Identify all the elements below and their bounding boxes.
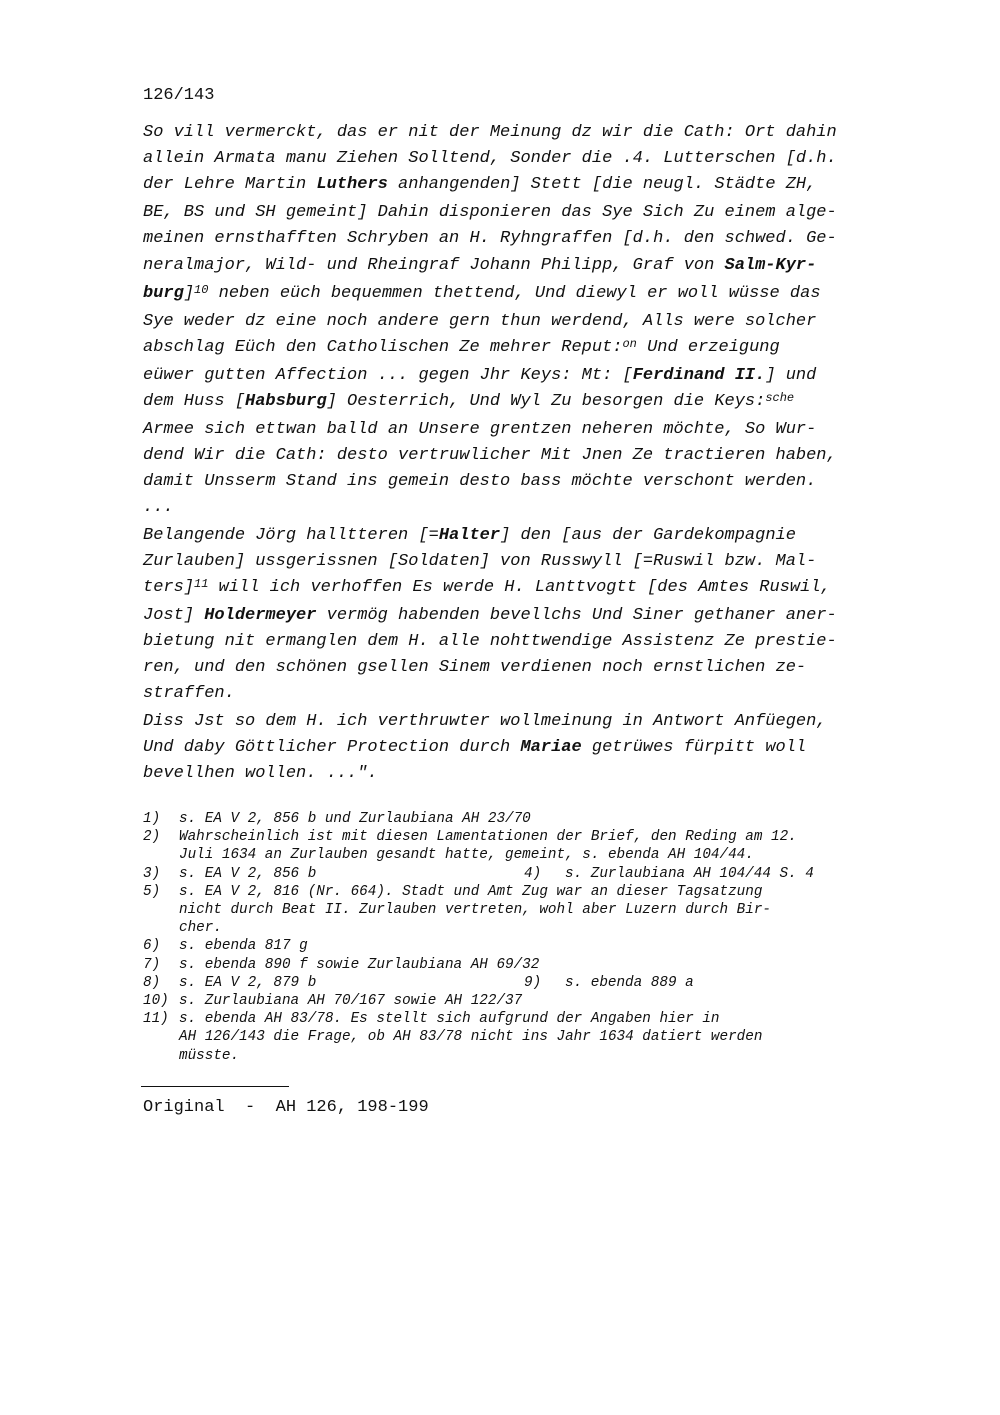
text-run: So vill vermerckt, das er nit der Meinung dz wir die Cath: Ort dahin (143, 123, 837, 142)
body-line (143, 283, 821, 305)
superscript: on (622, 337, 637, 351)
footnote-line (143, 883, 923, 901)
bold-name: Ferdinand II. (632, 366, 766, 385)
footnote-number: 1) (143, 811, 161, 827)
text-run: Armee sich ettwan balld an Unsere grentzen neheren möchte, So Wur- (143, 420, 817, 439)
footnote-number: 9) (524, 974, 542, 991)
body-line (143, 683, 235, 705)
text-run: dem Huss [ (143, 392, 246, 411)
text-run: straffen. (143, 684, 235, 703)
text-run: bietung nit ermanglen dem H. alle nohttwendige Assistenz Ze prestie- (143, 632, 837, 651)
footnote-line (143, 1010, 923, 1028)
text-run: Sye weder dz eine noch andere gern thun werdend, Alls were solcher (143, 312, 817, 331)
text-run: vermög habenden bevellchs Und Siner gethaner aner- (316, 606, 837, 625)
bold-name: Luthers (316, 175, 388, 194)
footnote-text: AH 126/143 die Frage, ob AH 83/78 nicht ins Jahr 1634 datiert werden (179, 1029, 763, 1046)
bold-name: Salm-Kyr- (724, 256, 817, 275)
text-run: ] Oesterrich, Und Wyl Zu besorgen die Keys: (326, 392, 766, 411)
bold-name: Mariae (520, 738, 582, 757)
body-line (143, 525, 796, 547)
body-line (143, 497, 174, 519)
text-run: ren, und den schönen gsellen Sinem verdienen noch ernstlichen ze- (143, 658, 807, 677)
footnote-text: s. ebenda 889 a (565, 974, 694, 991)
footnote-line (143, 919, 923, 937)
body-line (143, 122, 837, 144)
footnote-text: nicht durch Beat II. Zurlauben vertreten, wohl aber Luzern durch Bir- (179, 902, 771, 918)
body-line (143, 255, 816, 277)
text-run: anhangenden] Stett [die neugl. Städte ZH, (387, 175, 817, 194)
footnote-text: s. ebenda 890 f sowie Zurlaubiana AH 69/32 (179, 956, 540, 973)
body-line (143, 391, 794, 413)
body-line (143, 711, 827, 733)
text-run: ] und (765, 366, 817, 385)
body-line (143, 737, 806, 759)
text-run: ] (183, 284, 195, 303)
text-run: will ich verhoffen Es werde H. Lanttvogtt [des Amtes Ruswil, (208, 578, 831, 597)
body-line (143, 551, 816, 573)
body-line (143, 311, 816, 333)
superscript: 11 (194, 577, 209, 591)
superscript: sche (765, 391, 795, 405)
footnote-text: s. EA V 2, 856 b (179, 865, 317, 882)
footnote-number: 6) (143, 938, 161, 955)
footnote-number: 2) (143, 829, 161, 846)
bold-name: Holdermeyer (204, 606, 317, 625)
footnote-text: s. Zurlaubiana AH 104/44 S. 4 (565, 865, 814, 882)
footnote-line (143, 1047, 923, 1065)
text-run: BE, BS und SH gemeint] Dahin disponieren das Sye Sich Zu einem alge- (143, 203, 837, 222)
footnote-number: 4) (524, 865, 542, 882)
body-line (143, 577, 831, 599)
footnote-line (143, 956, 923, 974)
text-run: dend Wir die Cath: desto vertruwlicher Mit Jnen Ze tractieren haben, (143, 446, 837, 465)
footnote-text: s. Zurlaubiana AH 70/167 sowie AH 122/37 (179, 993, 523, 1009)
text-run: Und erzeigung (636, 338, 780, 357)
text-run: ] den [aus der Gardekompagnie (500, 526, 796, 545)
body-line (143, 631, 837, 653)
body-line (143, 202, 837, 224)
text-run: getrüwes fürpitt woll (581, 738, 807, 757)
footnote-line (143, 937, 923, 955)
footnote-line (143, 828, 923, 846)
footnote-number: 8) (143, 974, 161, 991)
bold-name: burg (143, 284, 184, 303)
footnote-text: s. EA V 2, 856 b und Zurlaubiana AH 23/70 (179, 811, 531, 827)
text-run: der Lehre Martin (143, 175, 317, 194)
body-line (143, 365, 816, 387)
body-line (143, 471, 816, 493)
text-run: allein Armata manu Ziehen Solltend, Sonder die .4. Lutterschen [d.h. (143, 149, 837, 168)
footnote-line (143, 810, 923, 828)
text-run: ... (143, 498, 174, 517)
text-run: abschlag Eüch den Catholischen Ze mehrer Reput: (143, 338, 623, 357)
page-number: 126/143 (143, 86, 215, 105)
footnote-line (143, 974, 923, 992)
body-line (143, 228, 837, 250)
footnote-number: 7) (143, 956, 161, 973)
footnote-number: 3) (143, 865, 161, 882)
footnote-text: s. ebenda AH 83/78. Es stellt sich aufgrund der Angaben hier in (179, 1011, 720, 1028)
footnote-line (143, 901, 923, 919)
separator-rule (141, 1086, 289, 1087)
superscript: 10 (194, 283, 209, 297)
body-line (143, 763, 378, 785)
body-line (143, 445, 837, 467)
source-line: Original - AH 126, 198-199 (143, 1098, 429, 1117)
body-line (143, 605, 837, 627)
footnote-line (143, 992, 923, 1010)
text-run: eüwer gutten Affection ... gegen Jhr Keys: Mt: [ (143, 366, 633, 385)
footnote-text: müsste. (179, 1047, 240, 1064)
footnote-line (143, 1028, 923, 1046)
text-run: Belangende Jörg halltteren [= (143, 526, 439, 545)
text-run: meinen ernsthafften Schryben an H. Ryhngraffen [d.h. den schwed. Ge- (143, 229, 837, 248)
text-run: Jost] (143, 606, 205, 625)
footnote-text: s. EA V 2, 816 (Nr. 664). Stadt und Amt Zug war an dieser Tagsatzung (179, 883, 763, 900)
footnote-line (143, 865, 923, 883)
footnote-text: cher. (179, 920, 222, 937)
footnote-text: Wahrscheinlich ist mit diesen Lamentationen der Brief, den Reding am 12. (179, 829, 797, 846)
body-line (143, 419, 816, 441)
text-run: Diss Jst so dem H. ich verthruwter wollmeinung in Antwort Anfüegen, (143, 712, 827, 731)
text-run: neben eüch bequemmen thettend, Und diewyl er woll wüsse das (208, 284, 821, 303)
footnote-text: s. EA V 2, 879 b (179, 974, 317, 991)
footnote-number: 11) (143, 1011, 169, 1028)
text-run: ters] (143, 578, 195, 597)
body-line (143, 174, 816, 196)
footnote-text: s. ebenda 817 g (179, 938, 308, 955)
footnote-line (143, 846, 923, 864)
text-run: neralmajor, Wild- und Rheingraf Johann Philipp, Graf von (143, 256, 725, 275)
footnote-number: 10) (143, 993, 169, 1009)
body-line (143, 657, 806, 679)
body-line (143, 337, 780, 359)
bold-name: Halter (438, 526, 501, 545)
footnote-text: Juli 1634 an Zurlauben gesandt hatte, gemeint, s. ebenda AH 104/44. (179, 847, 754, 864)
text-run: Und daby Göttlicher Protection durch (143, 738, 521, 757)
body-line (143, 148, 837, 170)
text-run: bevellhen wollen. ...". (143, 764, 378, 783)
text-run: damit Unsserm Stand ins gemein desto bass möchte verschont werden. (143, 472, 817, 491)
footnote-number: 5) (143, 883, 161, 900)
text-run: Zurlauben] ussgerissnen [Soldaten] von Russwyll [=Ruswil bzw. Mal- (143, 552, 817, 571)
bold-name: Habsburg (245, 392, 327, 411)
